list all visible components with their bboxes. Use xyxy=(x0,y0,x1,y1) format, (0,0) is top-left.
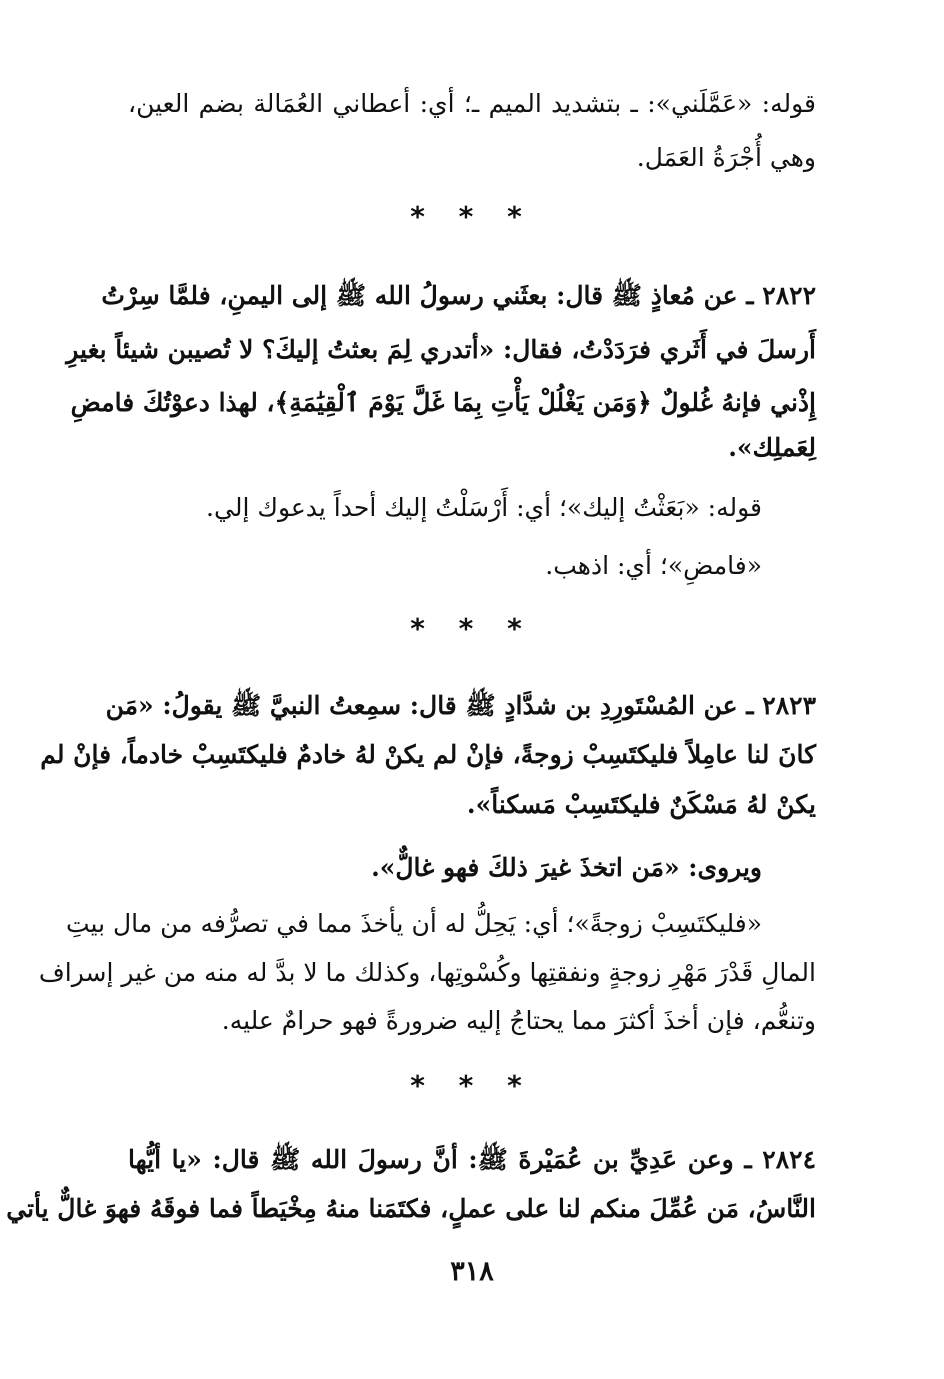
section-separator: * * * xyxy=(410,612,534,645)
hadith-line: يكنْ لهُ مَسْكَنٌ فليكتَسِبْ مَسكناً». xyxy=(466,790,816,819)
page-number: ٣١٨ xyxy=(450,1256,494,1287)
hadith-line: لِعَملِك». xyxy=(728,433,816,462)
hadith-line: أَرسلَ في أَثَري فرَدَدْتُ، فقال: «أتدري لِمَ بعثتُ إليكَ؟ لا تُصيبن شيئاً بغيرِ xyxy=(66,335,816,364)
hadith-line: كانَ لنا عامِلاً فليكتَسِبْ زوجةً، فإنْ لم يكنْ لهُ خادمٌ فليكتَسِبْ خادماً، فإنْ لم xyxy=(40,740,816,769)
commentary-line: المالِ قَدْرَ مَهْرِ زوجةٍ ونفقتِها وكُسْوتِها، وكذلك ما لا بدَّ له منه من غير إسراف xyxy=(38,958,816,987)
commentary-line: «فليكتَسِبْ زوجةً»؛ أي: يَحِلُّ له أن يأخذَ مما في تصرُّفه من مال بيتِ xyxy=(66,909,762,938)
hadith-line: ٢٨٢٣ ـ عن المُسْتَورِدِ بن شدَّادٍ ﷺ قال: سمِعتُ النبيَّ ﷺ يقولُ: «مَن xyxy=(105,691,816,720)
variant-narration-line: ويروى: «مَن اتخذَ غيرَ ذلكَ فهو غالٌّ». xyxy=(371,853,762,882)
section-separator: * * * xyxy=(410,1069,534,1102)
text-line: وهي أُجْرَةُ العَمَل. xyxy=(636,143,816,172)
commentary-line: «فامضِ»؛ أي: اذهب. xyxy=(545,551,762,580)
text-line: قوله: «عَمَّلَني»: ـ بتشديد الميم ـ؛ أي: أعطاني العُمَالة بضم العين، xyxy=(128,89,816,118)
section-separator: * * * xyxy=(410,200,534,233)
hadith-line: ٢٨٢٤ ـ وعن عَدِيِّ بن عُمَيْرةَ ﷺ: أنَّ رسولَ الله ﷺ قال: «يا أيُّها xyxy=(128,1145,816,1174)
hadith-line: النَّاسُ، مَن عُمِّلَ منكم لنا على عملٍ، فكتَمَنا منهُ مِخْيَطاً فما فوقَهُ فهوَ غالٌّ يأتي xyxy=(6,1194,816,1223)
commentary-line: وتنعُّم، فإن أخذَ أكثرَ مما يحتاجُ إليه ضرورةً فهو حرامٌ عليه. xyxy=(221,1006,816,1035)
commentary-line: قوله: «بَعَثْتُ إليك»؛ أي: أَرْسَلْتُ إليك أحداً يدعوك إلي. xyxy=(206,493,762,522)
hadith-line: إِذْني فإنهُ غُلولٌ ﴿وَمَن يَغْلُلْ يَأْتِ بِمَا غَلَّ يَوْمَ ٱلْقِيَٰمَةِ﴾، لهذا دعوْتُكَ فامضِ xyxy=(70,388,816,417)
hadith-line: ٢٨٢٢ ـ عن مُعاذٍ ﷺ قال: بعثَني رسولُ الله ﷺ إلى اليمنِ، فلمَّا سِرْتُ xyxy=(101,281,816,310)
